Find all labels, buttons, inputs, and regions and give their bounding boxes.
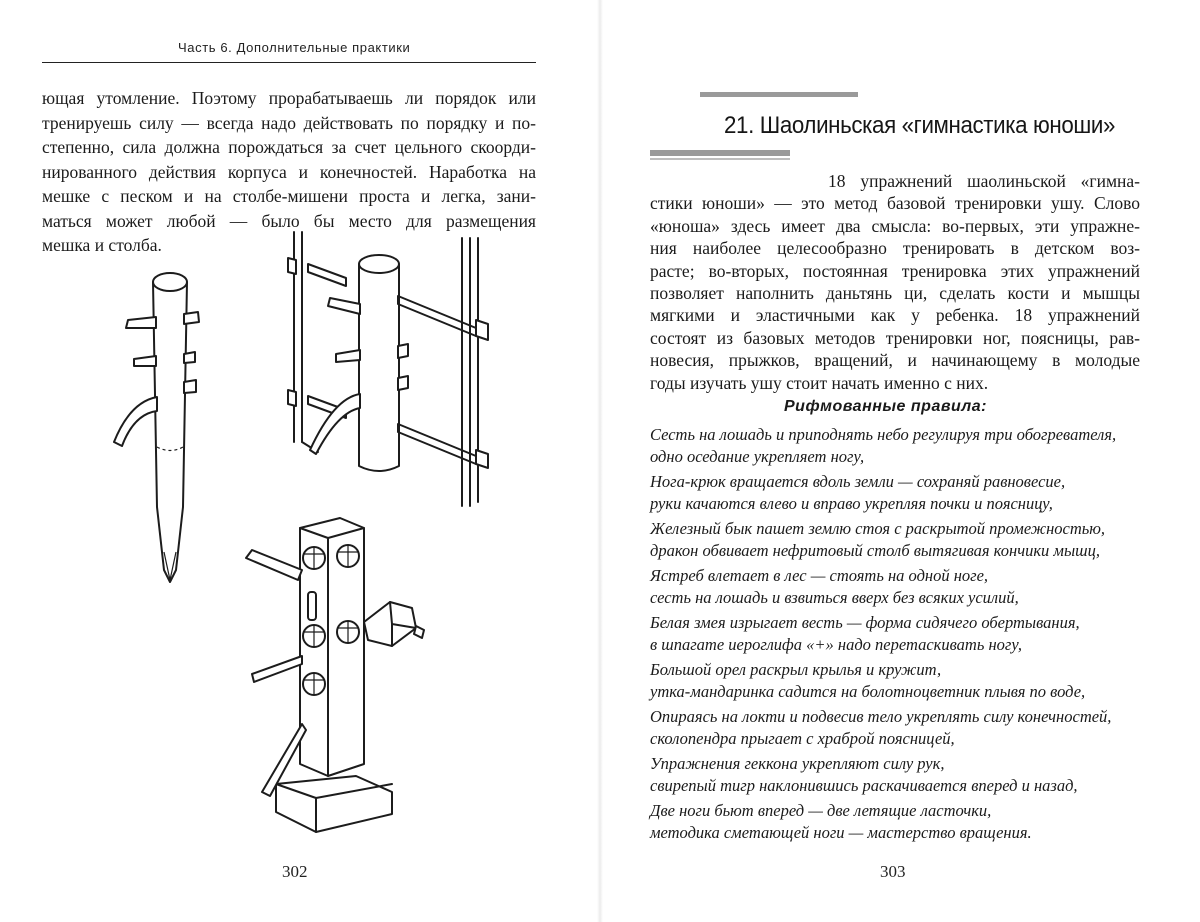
verse-line: утка-мандаринка садится на болотноцветник плывя по воде, [650, 682, 1086, 701]
verse-line: свирепый тигр наклонившись раскачивается вперед и назад, [650, 776, 1078, 795]
verse-heading: Рифмованные правила: [784, 398, 987, 415]
verse-stanza [650, 518, 1150, 562]
running-head: Часть 6. Дополнительные практики [178, 40, 411, 55]
verse-stanza [650, 471, 1150, 515]
verse-line: Сесть на лошадь и приподнять небо регулируя три обогревателя, [650, 425, 1117, 444]
verse-line: Железный бык пашет землю стоя с раскрытой промежностью, [650, 519, 1106, 538]
title-decoration-bottom [650, 150, 790, 156]
text-line: 18 упражнений шаолиньской «гимна- [828, 171, 1140, 191]
text-line: позволяет наполнить даньтянь ци, сделать кости и мышцы [650, 283, 1140, 304]
verse-line: Опираясь на локти и подвесив тело укреплять силу конечностей, [650, 707, 1112, 726]
text-line: нированного действия корпуса и конечностей. Наработка на [42, 161, 536, 182]
verse-line: одно оседание укрепляет ногу, [650, 447, 865, 466]
verse-line: сколопендра прыгает с храброй поясницей, [650, 729, 955, 748]
verse-stanza [650, 659, 1150, 703]
text-line: ющая утомление. Поэтому прорабатываешь ли порядок или [42, 88, 536, 108]
running-head-rule [42, 62, 536, 63]
text-line: «юноша» здесь имеет два смысла: во-первых, эти упражне- [650, 215, 1140, 236]
verse-stanza [650, 706, 1150, 750]
verse-line: Упражнения геккона укрепляют силу рук, [650, 754, 945, 773]
text-line: мягкими и эластичными как у ребенка. 18 упражнений [650, 305, 1140, 326]
intro-paragraph [650, 170, 1140, 394]
text-line: маться может любой — было бы место для размещения [42, 210, 536, 231]
standing-dummy-illustration [236, 514, 436, 844]
verse-stanza [650, 800, 1150, 844]
text-line: состоят из базовых методов тренировки ног, поясницы, рав- [650, 327, 1140, 348]
page-number: 303 [880, 862, 906, 881]
verse-list [650, 424, 1150, 847]
text-line: стики юноши» — это метод базовой тренировки ушу. Слово [650, 193, 1140, 214]
text-line: мешке с песком и на столбе-мишени проста и легка, зани- [42, 186, 536, 206]
text-line: степенно, сила должна порождаться за счет цельного скоорди- [42, 137, 536, 157]
verse-line: методика сметающей ноги — мастерство вращения. [650, 823, 1032, 842]
text-line: расте; во-вторых, постоянная тренировка этих упражнений [650, 260, 1140, 281]
verse-stanza [650, 753, 1150, 797]
verse-stanza [650, 565, 1150, 609]
verse-line: руки качаются влево и вправо укрепляя почки и поясницу, [650, 494, 1053, 513]
verse-line: Две ноги бьют вперед — две летящие ласточки, [650, 801, 992, 820]
single-post-illustration [100, 262, 220, 592]
verse-line: Большой орел раскрыл крылья и кружит, [650, 660, 942, 679]
verse-line: Ястреб влетает в лес — стоять на одной ноге, [650, 566, 989, 585]
text-line: годы изучать ушу стоит начать именно с них. [650, 372, 989, 393]
right-page [600, 0, 1200, 922]
verse-stanza [650, 424, 1150, 468]
page-number: 302 [282, 862, 308, 881]
chapter-title: 21. Шаолиньская «гимнастика юноши» [724, 112, 1116, 139]
verse-line: Белая змея изрыгает весть — форма сидячего обертывания, [650, 613, 1080, 632]
text-line: мешка и столба. [42, 235, 162, 255]
text-line: новесия, прыжков, вращений, и начинающему в молодые [650, 350, 1140, 371]
wall-mounted-dummy-illustration [284, 228, 510, 510]
verse-line: в шпагате иероглифа «+» надо перетаскивать ногу, [650, 635, 1022, 654]
text-line: тренируешь силу — всегда надо действовать по порядку и по- [42, 112, 536, 133]
text-line: ния наиболее целесообразно тренировать в детском воз- [650, 238, 1140, 259]
verse-stanza [650, 612, 1150, 656]
title-decoration-top [700, 92, 858, 97]
verse-line: дракон обвивает нефритовый столб вытягивая кончики мышц, [650, 541, 1100, 560]
verse-line: сесть на лошадь и взвиться вверх без всяких усилий, [650, 588, 1019, 607]
verse-line: Нога-крюк вращается вдоль земли — сохраняй равновесие, [650, 472, 1066, 491]
